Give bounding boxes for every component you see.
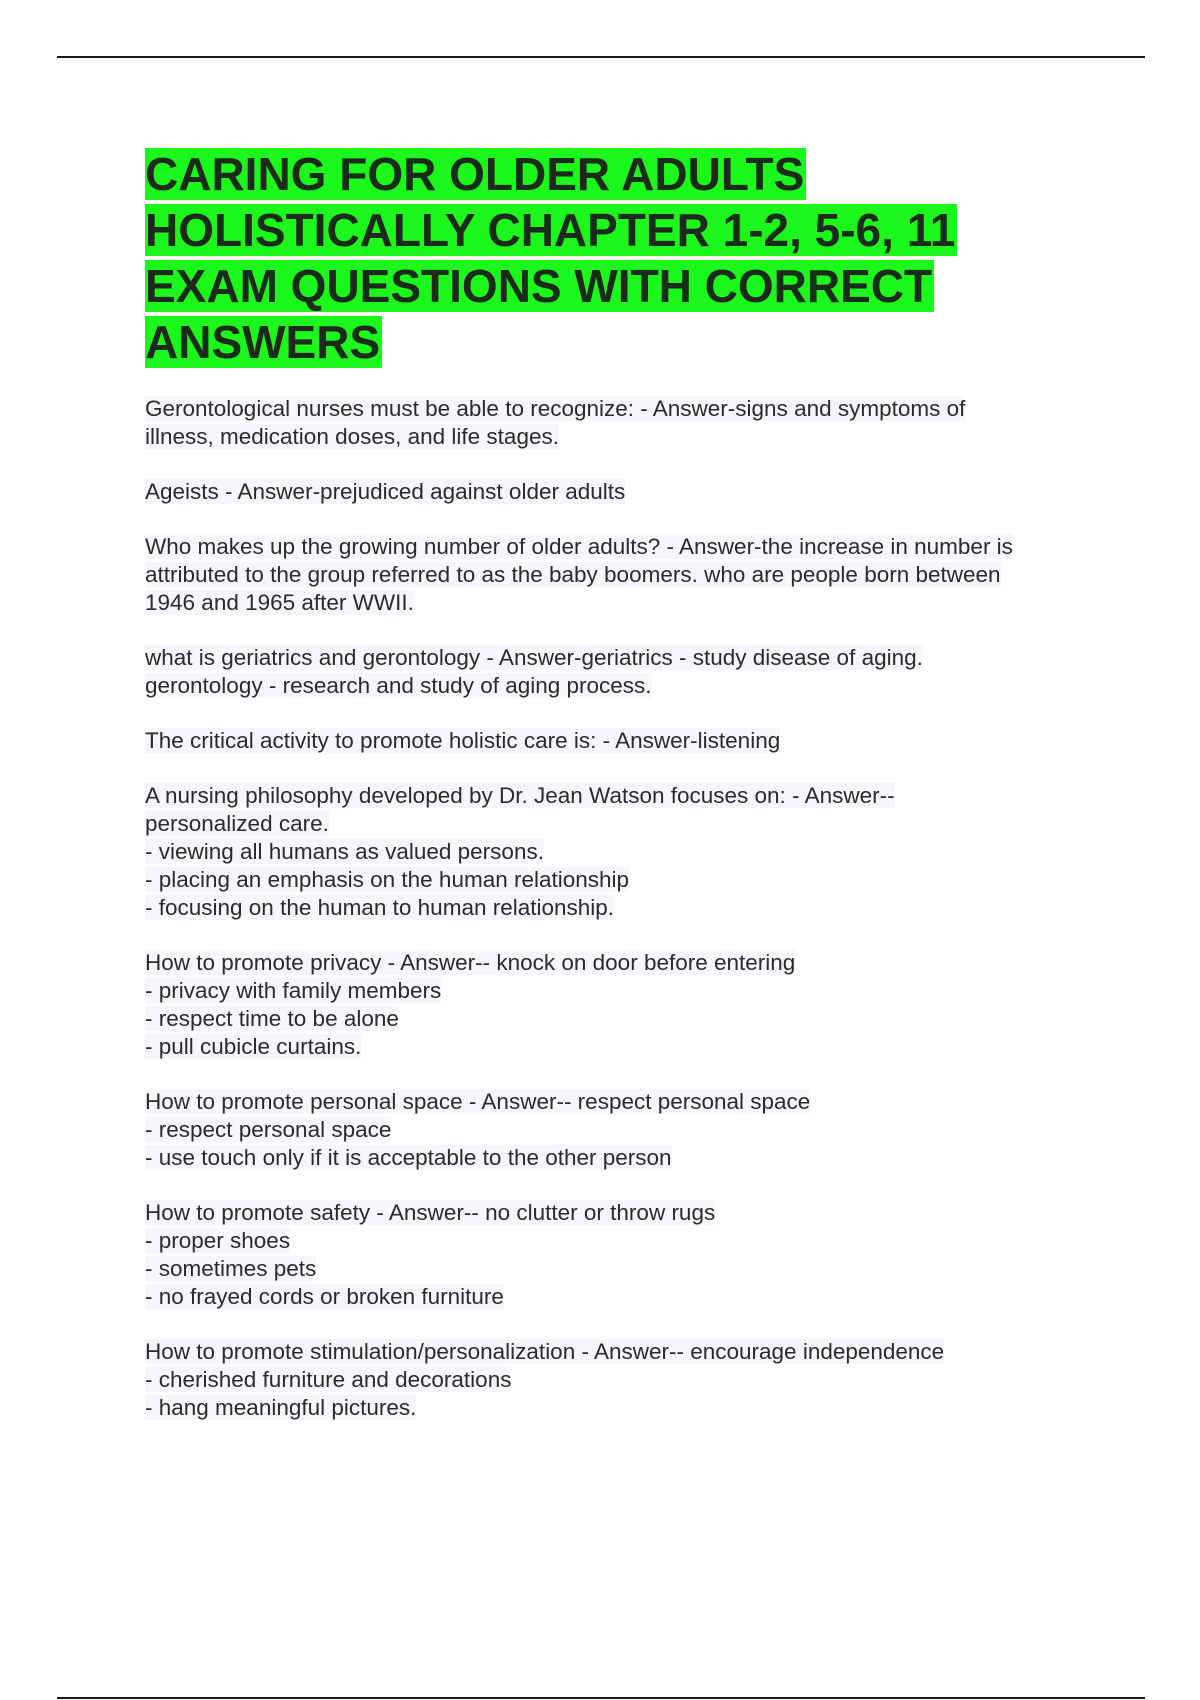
qa-line: - use touch only if it is acceptable to the other person [145, 1145, 672, 1170]
qa-line: personalized care. [145, 811, 329, 836]
qa-line: A nursing philosophy developed by Dr. Jean Watson focuses on: - Answer-- [145, 783, 895, 808]
qa-line: - privacy with family members [145, 978, 442, 1003]
qa-line: - pull cubicle curtains. [145, 1034, 362, 1059]
qa-line: - sometimes pets [145, 1256, 317, 1281]
qa-item-8 [145, 1088, 1105, 1172]
qa-item-5 [145, 727, 1105, 755]
qa-line: - respect personal space [145, 1117, 392, 1142]
qa-line: How to promote stimulation/personalization - Answer-- encourage independence [145, 1339, 945, 1364]
qa-line: Ageists - Answer-prejudiced against older adults [145, 479, 626, 504]
qa-line: Who makes up the growing number of older adults? - Answer-the increase in number is [145, 534, 1013, 559]
qa-line: - proper shoes [145, 1228, 291, 1253]
qa-line: illness, medication doses, and life stages. [145, 424, 559, 449]
qa-line: attributed to the group referred to as the baby boomers. who are people born between [145, 562, 1001, 587]
qa-line: what is geriatrics and gerontology - Answer-geriatrics - study disease of aging. [145, 645, 923, 670]
qa-line: - focusing on the human to human relationship. [145, 895, 615, 920]
qa-line: How to promote personal space - Answer-- respect personal space [145, 1089, 811, 1114]
document-body [145, 146, 1105, 1422]
qa-line: The critical activity to promote holistic care is: - Answer-listening [145, 728, 781, 753]
qa-line: gerontology - research and study of aging process. [145, 673, 652, 698]
qa-line: - respect time to be alone [145, 1006, 399, 1031]
qa-item-1 [145, 395, 1105, 451]
qa-line: How to promote privacy - Answer-- knock on door before entering [145, 950, 796, 975]
qa-item-2 [145, 478, 1105, 506]
qa-line: - hang meaningful pictures. [145, 1395, 417, 1420]
footer-rule [57, 1697, 1145, 1699]
qa-line: - cherished furniture and decorations [145, 1367, 512, 1392]
qa-item-3 [145, 533, 1105, 617]
qa-line: Gerontological nurses must be able to recognize: - Answer-signs and symptoms of [145, 396, 966, 421]
qa-item-10 [145, 1338, 1105, 1422]
document-title-text: CARING FOR OLDER ADULTS HOLISTICALLY CHAPTER 1-2, 5-6, 11 EXAM QUESTIONS WITH CORRECT ANSWERS [145, 148, 956, 368]
header-rule [57, 56, 1145, 58]
qa-item-9 [145, 1199, 1105, 1311]
qa-line: How to promote safety - Answer-- no clutter or throw rugs [145, 1200, 716, 1225]
qa-item-6 [145, 782, 1105, 922]
qa-line: - no frayed cords or broken furniture [145, 1284, 504, 1309]
qa-line: - viewing all humans as valued persons. [145, 839, 544, 864]
qa-item-7 [145, 949, 1105, 1061]
document-title [145, 146, 1015, 370]
qa-line: 1946 and 1965 after WWII. [145, 590, 414, 615]
qa-item-4 [145, 644, 1105, 700]
qa-line: - placing an emphasis on the human relationship [145, 867, 630, 892]
